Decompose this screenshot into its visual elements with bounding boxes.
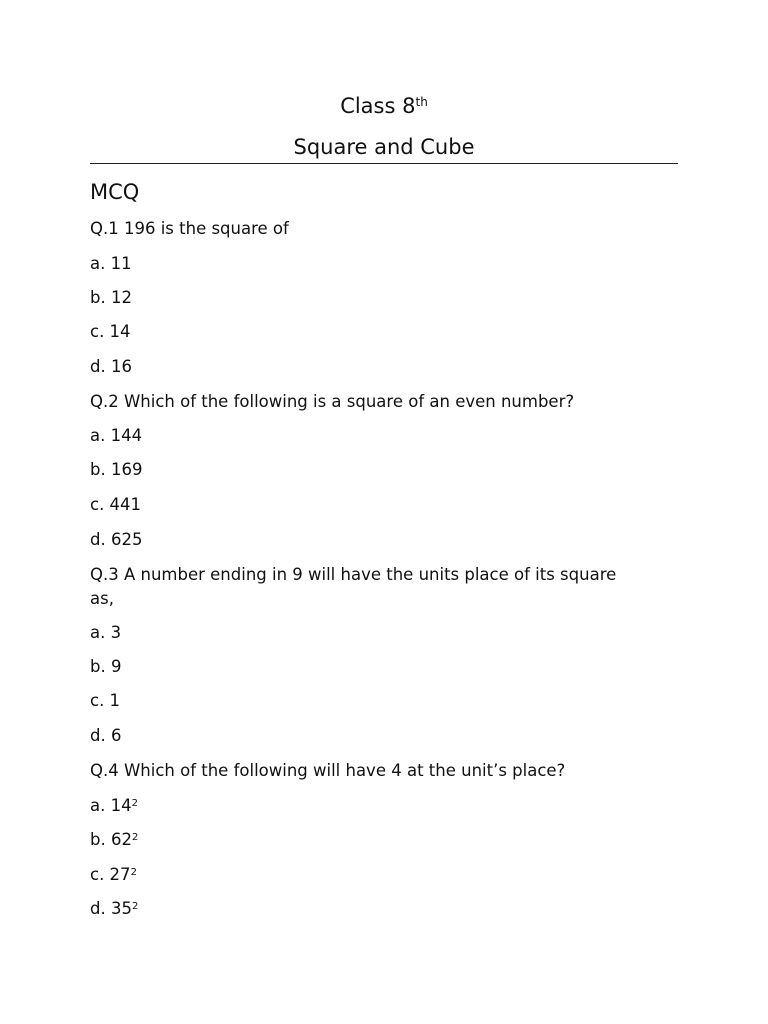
title-divider bbox=[90, 163, 678, 164]
question-3-option-d: d. 6 bbox=[90, 726, 122, 745]
question-4-option-c bbox=[90, 864, 680, 886]
question-1-option-b: b. 12 bbox=[90, 288, 132, 307]
question-4-option-a bbox=[90, 795, 680, 817]
question-1-option-c: c. 14 bbox=[90, 322, 131, 341]
question-3-line-1: Q.3 A number ending in 9 will have the units place of its square bbox=[90, 565, 617, 584]
subject-title: Square and Cube bbox=[293, 135, 475, 159]
question-4-option-b-base: b. 62 bbox=[90, 830, 132, 849]
question-4-option-d-base: d. 35 bbox=[90, 899, 132, 918]
question-3-option-b: b. 9 bbox=[90, 657, 122, 676]
question-2-option-d: d. 625 bbox=[90, 530, 143, 549]
question-2-option-a: a. 144 bbox=[90, 426, 143, 445]
class-title-text: Class 8 bbox=[340, 94, 416, 118]
question-2: Q.2 Which of the following is a square of an even number? bbox=[90, 392, 575, 411]
section-heading: MCQ bbox=[90, 180, 140, 204]
question-4-option-d-exponent: 2 bbox=[131, 901, 139, 912]
question-4-option-a-base: a. 14 bbox=[90, 796, 132, 815]
question-4-option-a-exponent: 2 bbox=[131, 798, 138, 809]
question-1: Q.1 196 is the square of bbox=[90, 219, 289, 238]
question-2-option-b: b. 169 bbox=[90, 460, 143, 479]
question-4: Q.4 Which of the following will have 4 at the unit’s place? bbox=[90, 761, 566, 780]
question-3-line-2: as, bbox=[90, 589, 114, 608]
question-4-option-b-exponent: 2 bbox=[131, 832, 139, 843]
question-3-option-a: a. 3 bbox=[90, 623, 122, 642]
question-4-option-c-exponent: 2 bbox=[130, 867, 137, 878]
class-title-superscript: th bbox=[415, 95, 428, 109]
question-1-option-d: d. 16 bbox=[90, 357, 132, 376]
question-4-option-c-base: c. 27 bbox=[90, 865, 131, 884]
class-title bbox=[0, 94, 768, 118]
question-1-option-a: a. 11 bbox=[90, 254, 132, 273]
question-3-option-c: c. 1 bbox=[90, 691, 121, 710]
question-4-option-d bbox=[90, 898, 680, 920]
question-2-option-c: c. 441 bbox=[90, 495, 142, 514]
question-4-option-b bbox=[90, 829, 680, 851]
